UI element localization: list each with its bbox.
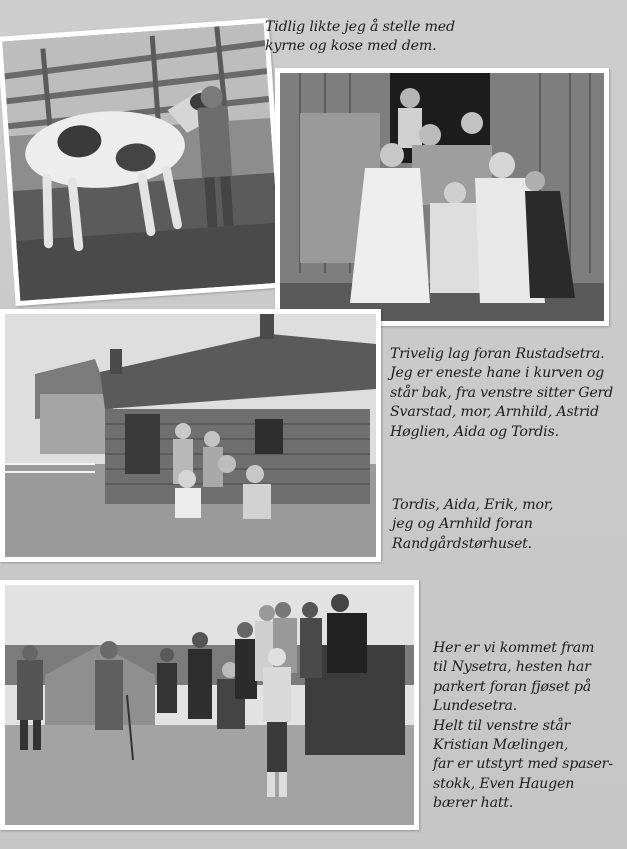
caption-nysetra: Her er vi kommet fram til Nysetra, hesten har parkert foran fjøset på Lundesetra. Helt til venstre står Kristian Mælingen, far er utstyrt med spaser- stokk, Even Haugen bærer hatt. <box>433 640 613 812</box>
photo-girl-with-calf-image <box>2 23 281 301</box>
caption-cow: Tidlig likte jeg å stelle med kyrne og kose med dem. <box>265 19 455 55</box>
photo-rustadsetra-house-image <box>5 314 376 557</box>
photo-rustadsetra-house <box>0 309 381 562</box>
photo-girl-with-calf <box>0 18 287 306</box>
caption-rustadsetra: Trivelig lag foran Rustadsetra. Jeg er eneste hane i kurven og står bak, fra venstre sitter Gerd Svarstad, mor, Arnhild, Astrid Høglien, Aida og Tordis. <box>390 346 614 440</box>
photo-group-at-doorway-image <box>280 73 604 321</box>
photo-group-at-doorway <box>275 68 609 326</box>
caption-randgard: Tordis, Aida, Erik, mor, jeg og Arnhild foran Randgårdstørhuset. <box>392 497 554 552</box>
photo-nysetra-group-image <box>5 585 414 825</box>
photo-nysetra-group <box>0 580 419 830</box>
